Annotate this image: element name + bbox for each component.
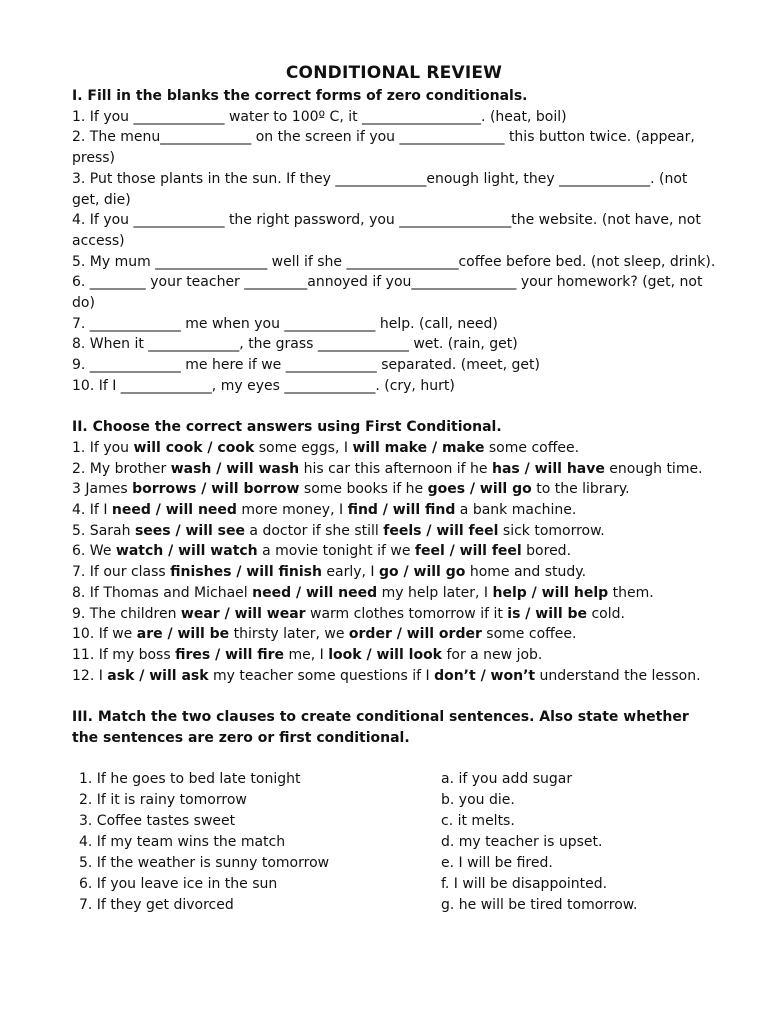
sentence-text: my help later, I — [377, 584, 493, 601]
sentence-text: understand the lesson. — [535, 667, 701, 684]
exercise-line: 10. If I _____________, my eyes _____________. (cry, hurt) — [72, 377, 455, 394]
sentence-text: 4. If I — [72, 502, 112, 519]
exercise-line — [72, 459, 716, 480]
exercise-line: 1. If you _____________ water to 100º C, it _________________. (heat, boil) — [72, 108, 567, 125]
clause-right: b. you die. — [441, 792, 515, 809]
exercise-line — [72, 500, 716, 521]
matching-table — [72, 769, 716, 915]
answer-choice: wash / will wash — [170, 460, 300, 477]
section-2-heading: II. Choose the correct answers using First Conditional. — [72, 419, 502, 436]
sentence-text: some eggs, I — [254, 439, 353, 456]
spacer — [72, 748, 716, 769]
sentence-text: a bank machine. — [455, 502, 577, 519]
spacer — [72, 397, 716, 418]
clause-left: 4. If my team wins the match — [79, 833, 286, 850]
exercise-line: 8. When it _____________, the grass _____________ wet. (rain, get) — [72, 336, 518, 353]
sentence-text: enough time. — [604, 460, 703, 477]
sentence-text: more money, I — [236, 502, 348, 519]
answer-choice: wear / will wear — [180, 605, 306, 622]
exercise-line — [72, 666, 716, 687]
answer-choice: will cook / cook — [133, 439, 255, 456]
answer-choice: goes / will go — [427, 481, 532, 498]
answer-choice: fires / will fire — [175, 646, 285, 663]
clause-right: e. I will be fired. — [441, 854, 553, 871]
answer-choice: feels / will feel — [383, 522, 499, 539]
sentence-text: warm clothes tomorrow if it — [305, 605, 508, 622]
exercise-line — [72, 438, 716, 459]
sentence-text: them. — [608, 584, 654, 601]
clause-left: 2. If it is rainy tomorrow — [79, 792, 247, 809]
sentence-text: 10. If we — [72, 626, 137, 643]
answer-choice: don’t / won’t — [434, 667, 536, 684]
exercise-line — [72, 562, 716, 583]
spacer — [72, 686, 716, 707]
clause-left: 3. Coffee tastes sweet — [79, 812, 236, 829]
clause-left: 5. If the weather is sunny tomorrow — [79, 854, 330, 871]
exercise-line: 7. _____________ me when you _____________ help. (call, need) — [72, 315, 498, 332]
answer-choice: look / will look — [328, 646, 442, 663]
answer-choice: borrows / will borrow — [132, 481, 300, 498]
exercise-line — [72, 541, 716, 562]
sentence-text: for a new job. — [442, 646, 543, 663]
sentence-text: some books if he — [299, 481, 428, 498]
exercise-line — [72, 583, 716, 604]
section-1-exercises — [72, 107, 716, 397]
clause-right: g. he will be tired tomorrow. — [441, 896, 638, 913]
sentence-text: 3 James — [72, 481, 133, 498]
sentence-text: my teacher some questions if I — [208, 667, 435, 684]
section-1-heading: I. Fill in the blanks the correct forms of zero conditionals. — [72, 88, 528, 104]
exercise-line: 9. _____________ me here if we _____________ separated. (meet, get) — [72, 357, 540, 374]
answer-choice: watch / will watch — [115, 543, 258, 560]
answer-choice: sees / will see — [134, 522, 245, 539]
answer-choice: order / will order — [348, 626, 482, 643]
exercise-line: 5. My mum ________________ well if she ________________coffee before bed. (not sleep, drink). — [72, 253, 716, 270]
answer-choice: help / will help — [492, 584, 609, 601]
sentence-text: 2. My brother — [72, 460, 171, 477]
exercise-line: 2. The menu_____________ on the screen if you _______________ this button twice. (appear, press) — [72, 129, 695, 167]
answer-choice: will make / make — [352, 439, 485, 456]
answer-choice: feel / will feel — [414, 543, 522, 560]
sentence-text: sick tomorrow. — [498, 522, 605, 539]
sentence-text: 8. If Thomas and Michael — [72, 584, 253, 601]
exercise-line — [72, 479, 716, 500]
sentence-text: 1. If you — [72, 439, 134, 456]
answer-choice: are / will be — [136, 626, 230, 643]
clause-right: a. if you add sugar — [441, 771, 573, 788]
sentence-text: a doctor if she still — [244, 522, 384, 539]
section-2-exercises — [72, 438, 716, 686]
sentence-text: 6. We — [72, 543, 116, 560]
answer-choice: go / will go — [379, 564, 466, 581]
sentence-text: his car this afternoon if he — [299, 460, 492, 477]
exercise-line — [72, 521, 716, 542]
sentence-text: some coffee. — [481, 626, 577, 643]
clause-left: 7. If they get divorced — [79, 896, 234, 913]
answer-choice: finishes / will finish — [170, 564, 322, 581]
sentence-text: to the library. — [531, 481, 630, 498]
clause-left: 6. If you leave ice in the sun — [79, 875, 278, 892]
exercise-line — [72, 624, 716, 645]
page-title: CONDITIONAL REVIEW — [285, 63, 503, 83]
sentence-text: me, I — [284, 646, 329, 663]
exercise-line: 4. If you _____________ the right password, you ________________the website. (not have, not access) — [72, 212, 701, 249]
exercise-line: 6. ________ your teacher _________annoyed if you_______________ your homework? (get, not do) — [72, 274, 703, 312]
sentence-text: home and study. — [465, 564, 587, 581]
sentence-text: 12. I — [72, 667, 108, 684]
answer-choice: need / will need — [111, 502, 237, 519]
sentence-text: some coffee. — [484, 439, 580, 456]
exercise-line — [72, 604, 716, 625]
clause-right: f. I will be disappointed. — [441, 875, 608, 892]
exercise-line — [72, 645, 716, 666]
clause-right: c. it melts. — [441, 812, 515, 829]
sentence-text: a movie tonight if we — [257, 543, 415, 560]
sentence-text: 11. If my boss — [72, 646, 176, 663]
sentence-text: 9. The children — [72, 605, 181, 622]
exercise-line: 3. Put those plants in the sun. If they _____________enough light, they _____________. (not get, die) — [72, 170, 688, 208]
section-3-heading: III. Match the two clauses to create conditional sentences. Also state whether the sentences are zero or first conditional. — [72, 709, 689, 746]
sentence-text: 5. Sarah — [72, 522, 135, 539]
sentence-text: early, I — [321, 564, 380, 581]
answer-choice: is / will be — [507, 605, 588, 622]
sentence-text: cold. — [587, 605, 625, 622]
clause-left: 1. If he goes to bed late tonight — [79, 771, 301, 788]
sentence-text: 7. If our class — [72, 564, 171, 581]
answer-choice: has / will have — [492, 460, 605, 477]
answer-choice: ask / will ask — [107, 667, 209, 684]
answer-choice: need / will need — [252, 584, 378, 601]
sentence-text: thirsty later, we — [229, 626, 349, 643]
clause-right: d. my teacher is upset. — [441, 833, 603, 850]
answer-choice: find / will find — [347, 502, 456, 519]
sentence-text: bored. — [521, 543, 572, 560]
